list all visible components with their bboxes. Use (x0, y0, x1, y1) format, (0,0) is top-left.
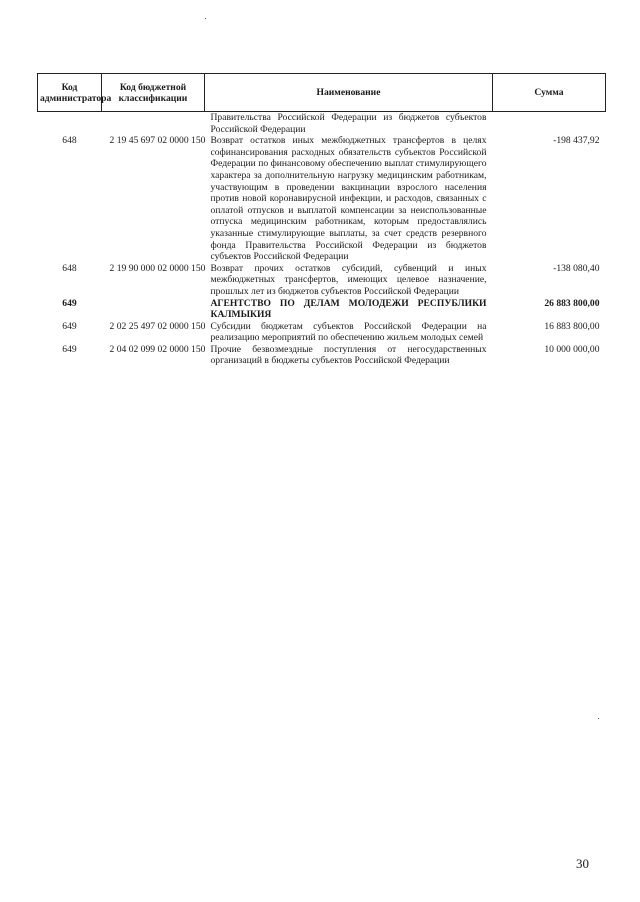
cell-sum: 10 000 000,00 (544, 343, 600, 355)
table-row (38, 135, 606, 263)
page-number: 30 (576, 856, 589, 871)
cell-admin: 648 (62, 135, 77, 147)
cell-admin: 649 (62, 320, 77, 332)
cell-admin: 648 (62, 262, 77, 274)
cell-admin (38, 112, 102, 136)
header-budget-code: Код бюджетной классификации (102, 74, 205, 112)
cell-name: Возврат прочих остатков субсидий, субвенций и иных межбюджетных трансфертов, имеющих целевое назначение, прошлых лет из бюджетов субъектов Российской Федерации (210, 262, 487, 297)
cell-admin: 649 (62, 297, 77, 309)
cell-name: Правительства Российской Федерации из бюджетов субъектов Российской Федерации (210, 112, 487, 135)
cell-admin: 649 (62, 343, 77, 355)
scan-speck (598, 718, 599, 719)
table-row (38, 321, 606, 344)
cell-budget-code: 2 19 90 000 02 0000 150 (109, 262, 206, 274)
scan-speck (205, 18, 206, 19)
cell-name: Прочие безвозмездные поступления от негосударственных организаций в бюджеты субъектов Российской Федерации (210, 343, 487, 367)
cell-budget-code: 2 19 45 697 02 0000 150 (109, 135, 206, 147)
cell-name: АГЕНТСТВО ПО ДЕЛАМ МОЛОДЕЖИ РЕСПУБЛИКИ КАЛМЫКИЯ (210, 297, 487, 321)
cell-name: Субсидии бюджетам субъектов Российской Федерации на реализацию мероприятий по обеспечению жильем молодых семей (210, 320, 487, 344)
cell-sum: -138 080,40 (553, 262, 600, 274)
cell-name: Возврат остатков иных межбюджетных трансфертов в целях софинансирования расходных обязательств субъектов Российской Федерации по финансовому обеспечению выплат стимулирующего характера за дополнительную нагрузку медицинским работникам, участвующим в проведении вакцинации взрослого населения против новой коронавирусной инфекции, и расходов, связанных с оплатой отпусков и выплатой компенсации за неиспользованные отпуска медицинским работникам, которым предоставлялись указанные стимулирующие выплаты, за счет средств резервного фонда Правительства Российской Федерации из бюджетов субъектов Российской Федерации (210, 135, 487, 263)
header-admin-code: Код администратора (38, 74, 102, 112)
table-row-continuation (38, 112, 606, 136)
table-row-agency (38, 298, 606, 321)
cell-sum: 16 883 800,00 (544, 320, 600, 332)
cell-sum: 26 883 800,00 (544, 297, 600, 309)
header-sum: Сумма (493, 74, 606, 112)
cell-budget-code: 2 02 25 497 02 0000 150 (109, 320, 206, 332)
cell-sum (493, 112, 606, 136)
cell-budget-code (102, 298, 205, 321)
cell-budget-code: 2 04 02 099 02 0000 150 (109, 343, 206, 355)
cell-sum: -198 437,92 (553, 135, 600, 147)
header-name: Наименование (205, 74, 493, 112)
budget-revenue-table (37, 73, 606, 367)
table-row (38, 263, 606, 298)
table-row (38, 344, 606, 367)
table-header-row (38, 74, 606, 112)
cell-budget-code (102, 112, 205, 136)
